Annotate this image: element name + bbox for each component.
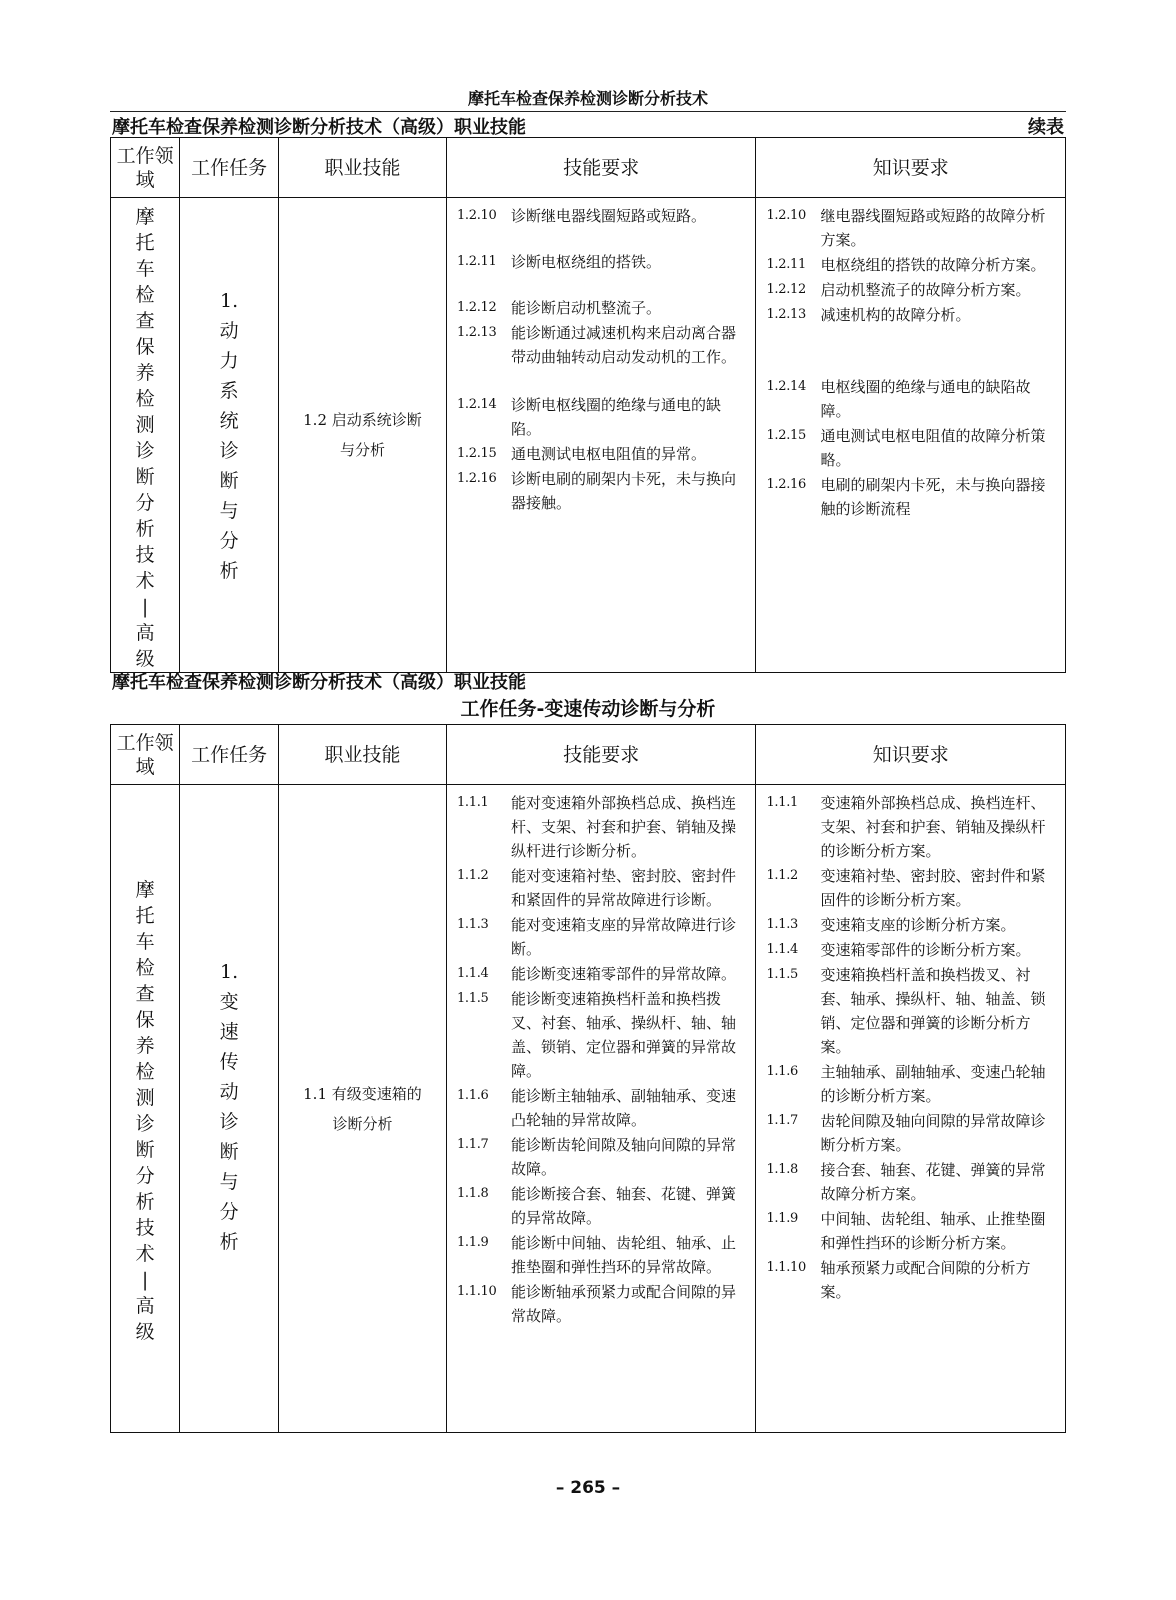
vertical-char: 测 [135, 414, 155, 436]
table-header-row [111, 138, 1066, 198]
item-text: 齿轮间隙及轴向间隙的异常故障诊断分析方案。 [820, 1112, 1046, 1154]
item-text: 能对变速箱衬垫、密封胶、密封件和紧固件的异常故障进行诊断。 [510, 867, 736, 909]
page-number: – 265 – [555, 1478, 621, 1498]
vertical-char: 技 [135, 544, 155, 566]
item-number: 1.2.13 [766, 307, 807, 322]
header-work-domain: 工作领域 [111, 725, 180, 785]
item-number: 1.1.2 [766, 868, 799, 883]
requirement-list [766, 204, 1055, 521]
item-text: 变速箱换档杆盖和换档拨叉、衬套、轴承、操纵杆、轴、轴盖、锁销、定位器和弹簧的诊断分析方案。 [820, 966, 1046, 1056]
requirement-list [457, 791, 746, 1328]
item-number: 1.1.8 [456, 1186, 489, 1201]
skill-line: 诊断分析 [332, 1114, 393, 1133]
vertical-char: 高 [135, 622, 155, 644]
item-text: 继电器线圈短路或短路的故障分析方案。 [820, 207, 1046, 249]
item-number: 1.1.7 [456, 1137, 489, 1152]
item-text: 能对变速箱支座的异常故障进行诊断。 [510, 916, 736, 958]
vertical-char: 托 [135, 232, 155, 254]
header-work-task: 工作任务 [180, 725, 279, 785]
item-number: 1.1.1 [766, 795, 799, 810]
vertical-char: 变 [219, 991, 239, 1013]
item-text: 通电测试电枢电阻值的异常。 [510, 445, 706, 463]
item-number: 1.1.5 [456, 991, 489, 1006]
list-item [766, 963, 1055, 1059]
vertical-char: 析 [219, 1231, 239, 1253]
list-item [766, 1158, 1055, 1206]
continued-label: 续表 [1028, 117, 1064, 138]
list-item [457, 1182, 746, 1230]
vertical-char: 断 [219, 470, 239, 492]
table1-title [112, 113, 1064, 139]
list-item [766, 864, 1055, 912]
vertical-char: 摩 [135, 206, 155, 228]
header-knowledge-requirements: 知识要求 [756, 138, 1066, 198]
table-body-row [111, 198, 1066, 673]
item-text: 减速机构的故障分析。 [820, 306, 971, 324]
item-text: 诊断电枢线圈的绝缘与通电的缺陷。 [510, 396, 721, 438]
vertical-char: 分 [135, 492, 155, 514]
item-text: 通电测试电枢电阻值的故障分析策略。 [820, 427, 1046, 469]
list-item [766, 278, 1055, 302]
item-number: 1.1.9 [766, 1211, 799, 1226]
item-text: 电枢绕组的搭铁的故障分析方案。 [820, 256, 1046, 274]
vertical-char: 托 [135, 905, 155, 927]
item-text: 主轴轴承、副轴轴承、变速凸轮轴的诊断分析方案。 [820, 1063, 1046, 1105]
list-item [766, 1207, 1055, 1255]
vertical-char: 统 [219, 410, 239, 432]
header-vocational-skill: 职业技能 [278, 725, 446, 785]
knowledge-requirements-cell [756, 785, 1066, 1433]
vertical-char: 分 [219, 530, 239, 552]
item-number: 1.2.12 [456, 300, 497, 315]
item-text: 能诊断启动机整流子。 [510, 299, 661, 317]
item-number: 1.2.11 [766, 257, 807, 272]
vertical-char: 测 [135, 1087, 155, 1109]
vocational-skill-cell [278, 785, 446, 1433]
vertical-char: 保 [135, 336, 155, 358]
item-number: 1.1.1 [456, 795, 489, 810]
item-text: 能对变速箱外部换档总成、换档连杆、支架、衬套和护套、销轴及操纵杆进行诊断分析。 [510, 794, 736, 860]
vertical-char: 力 [219, 350, 239, 372]
item-number: 1.2.15 [456, 446, 497, 461]
item-text: 能诊断主轴轴承、副轴轴承、变速凸轮轴的异常故障。 [510, 1087, 736, 1129]
vertical-char: 检 [135, 284, 155, 306]
item-text: 能诊断接合套、轴套、花键、弹簧的异常故障。 [510, 1185, 736, 1227]
vertical-char: 析 [135, 1191, 155, 1213]
table1-title-text: 摩托车检查保养检测诊断分析技术（高级）职业技能 [112, 117, 526, 138]
item-text: 接合套、轴套、花键、弹簧的异常故障分析方案。 [820, 1161, 1046, 1203]
list-item [457, 791, 746, 863]
vertical-char: 分 [219, 1201, 239, 1223]
list-item [457, 987, 746, 1083]
list-item [457, 204, 746, 228]
item-number: 1.1.4 [456, 966, 489, 981]
item-number: 1.1.10 [766, 1260, 807, 1275]
vertical-char: 检 [135, 957, 155, 979]
skill-line: 与分析 [339, 441, 385, 459]
item-text: 能诊断齿轮间隙及轴向间隙的异常故障。 [510, 1136, 736, 1178]
header-work-task: 工作任务 [180, 138, 279, 198]
item-text: 电枢线圈的绝缘与通电的缺陷故障。 [820, 378, 1031, 420]
work-domain-cell [111, 785, 180, 1433]
list-item [766, 791, 1055, 863]
vertical-char: 级 [135, 1321, 155, 1343]
item-text: 变速箱衬垫、密封胶、密封件和紧固件的诊断分析方案。 [820, 867, 1046, 909]
list-item [766, 473, 1055, 521]
item-number: 1.2.11 [456, 254, 497, 269]
vertical-char: 查 [135, 983, 155, 1005]
header-work-domain: 工作领域 [111, 138, 180, 198]
skills-table-transmission [110, 724, 1066, 1433]
item-text: 能诊断中间轴、齿轮组、轴承、止推垫圈和弹性挡环的异常故障。 [510, 1234, 736, 1276]
vertical-char: 系 [219, 380, 239, 402]
vertical-char: 术 [135, 570, 155, 592]
item-number: 1.2.12 [766, 282, 807, 297]
vertical-char: 诊 [219, 1111, 239, 1133]
item-number: 1.1.3 [456, 917, 489, 932]
requirement-list [766, 791, 1055, 1304]
vertical-char: 与 [219, 1171, 239, 1193]
running-header: 摩托车检查保养检测诊断分析技术 [467, 89, 708, 108]
vertical-char: 与 [219, 500, 239, 522]
table-header-row [111, 725, 1066, 785]
skills-table-starting-system [110, 137, 1066, 673]
item-number: 1.1.2 [456, 868, 489, 883]
work-task-cell [180, 785, 279, 1433]
list-item [766, 204, 1055, 252]
list-item [766, 1060, 1055, 1108]
header-rule [110, 111, 1066, 112]
vertical-char: 诊 [135, 1113, 155, 1135]
vertical-char: 术 [135, 1243, 155, 1265]
list-item [457, 913, 746, 961]
item-number: 1.2.13 [456, 325, 497, 340]
item-number: 1.1.7 [766, 1113, 799, 1128]
skill-line: 1.2 启动系统诊断 [303, 411, 422, 429]
vertical-char: 速 [219, 1021, 239, 1043]
item-number: 1.2.15 [766, 428, 807, 443]
vertical-char: 析 [135, 518, 155, 540]
item-text: 能诊断变速箱换档杆盖和换档拨叉、衬套、轴承、操纵杆、轴、轴盖、锁销、定位器和弹簧的异常故障。 [510, 990, 736, 1080]
item-number: 1.2.14 [766, 379, 807, 394]
list-item [457, 296, 746, 320]
list-item [457, 467, 746, 515]
list-item [766, 424, 1055, 472]
vertical-char: 保 [135, 1009, 155, 1031]
list-item [457, 442, 746, 466]
vertical-char: 级 [135, 648, 155, 670]
vertical-char: 查 [135, 310, 155, 332]
list-item [766, 1109, 1055, 1157]
item-text: 轴承预紧力或配合间隙的分析方案。 [820, 1259, 1031, 1301]
vertical-char: 1. [220, 961, 239, 983]
header-skill-requirements: 技能要求 [446, 725, 756, 785]
vertical-char: 检 [135, 388, 155, 410]
vertical-text [180, 957, 278, 1257]
list-item [457, 393, 746, 441]
vertical-text [111, 204, 179, 672]
vertical-char: 摩 [135, 879, 155, 901]
knowledge-requirements-cell [756, 198, 1066, 673]
list-item [457, 321, 746, 369]
skill-line: 1.1 有级变速箱的 [303, 1084, 422, 1103]
item-text: 能诊断通过减速机构来启动离合器带动曲轴转动启动发动机的工作。 [510, 324, 736, 366]
item-number: 1.1.8 [766, 1162, 799, 1177]
header-vocational-skill: 职业技能 [278, 138, 446, 198]
vertical-char: 动 [219, 320, 239, 342]
table2-subtitle: 工作任务-变速传动诊断与分析 [460, 698, 716, 720]
header-skill-requirements: 技能要求 [446, 138, 756, 198]
item-text: 启动机整流子的故障分析方案。 [820, 281, 1031, 299]
item-text: 诊断继电器线圈短路或短路。 [510, 207, 706, 225]
vertical-char: 断 [135, 1139, 155, 1161]
item-text: 变速箱外部换档总成、换档连杆、支架、衬套和护套、销轴及操纵杆的诊断分析方案。 [820, 794, 1046, 860]
list-item [766, 913, 1055, 937]
vertical-char: 高 [135, 1295, 155, 1317]
list-item [457, 864, 746, 912]
list-item [766, 938, 1055, 962]
vertical-char: 车 [135, 258, 155, 280]
skill-requirements-cell [446, 785, 756, 1433]
item-text: 变速箱零部件的诊断分析方案。 [820, 941, 1031, 959]
vertical-char: | [141, 1269, 149, 1291]
work-task-cell [180, 198, 279, 673]
item-number: 1.1.5 [766, 967, 799, 982]
requirement-list [457, 204, 746, 515]
item-number: 1.2.10 [766, 208, 807, 223]
item-number: 1.1.4 [766, 942, 799, 957]
vertical-text [111, 877, 179, 1345]
vertical-char: 断 [219, 1141, 239, 1163]
vertical-char: 车 [135, 931, 155, 953]
item-text: 变速箱支座的诊断分析方案。 [820, 916, 1016, 934]
vertical-text [180, 286, 278, 586]
vertical-char: 动 [219, 1081, 239, 1103]
item-number: 1.2.16 [456, 471, 497, 486]
item-text: 电刷的刷架内卡死，未与换向器接触的诊断流程 [820, 476, 1046, 518]
list-item [766, 303, 1055, 327]
vertical-char: 检 [135, 1061, 155, 1083]
item-number: 1.2.14 [456, 397, 497, 412]
item-text: 中间轴、齿轮组、轴承、止推垫圈和弹性挡环的诊断分析方案。 [820, 1210, 1046, 1252]
list-item [457, 1084, 746, 1132]
vertical-char: 养 [135, 1035, 155, 1057]
vertical-char: 断 [135, 466, 155, 488]
item-number: 1.1.9 [456, 1235, 489, 1250]
vocational-skill-cell [278, 198, 446, 673]
item-number: 1.2.10 [456, 208, 497, 223]
vertical-char: 诊 [219, 440, 239, 462]
vertical-char: 诊 [135, 440, 155, 462]
header-knowledge-requirements: 知识要求 [756, 725, 1066, 785]
vertical-char: 养 [135, 362, 155, 384]
skill-requirements-cell [446, 198, 756, 673]
item-number: 1.1.6 [766, 1064, 799, 1079]
vertical-char: 传 [219, 1051, 239, 1073]
list-item [457, 1280, 746, 1328]
item-number: 1.2.16 [766, 477, 807, 492]
list-item [457, 1133, 746, 1181]
item-number: 1.1.10 [456, 1284, 497, 1299]
vertical-char: 析 [219, 560, 239, 582]
vertical-char: 1. [220, 290, 239, 312]
item-text: 能诊断变速箱零部件的异常故障。 [510, 965, 736, 983]
vertical-char: 分 [135, 1165, 155, 1187]
vertical-char: 技 [135, 1217, 155, 1239]
list-item [766, 375, 1055, 423]
item-text: 能诊断轴承预紧力或配合间隙的异常故障。 [510, 1283, 736, 1325]
item-text: 诊断电刷的刷架内卡死，未与换向器接触。 [510, 470, 736, 512]
table2-title-text: 摩托车检查保养检测诊断分析技术（高级）职业技能 [112, 672, 526, 693]
item-number: 1.1.6 [456, 1088, 489, 1103]
work-domain-cell [111, 198, 180, 673]
vertical-char: | [141, 596, 149, 618]
list-item [766, 1256, 1055, 1304]
item-number: 1.1.3 [766, 917, 799, 932]
list-item [457, 1231, 746, 1279]
list-item [457, 962, 746, 986]
table2-title [112, 668, 1064, 694]
list-item [457, 250, 746, 274]
list-item [766, 253, 1055, 277]
table-body-row [111, 785, 1066, 1433]
item-text: 诊断电枢绕组的搭铁。 [510, 253, 661, 271]
